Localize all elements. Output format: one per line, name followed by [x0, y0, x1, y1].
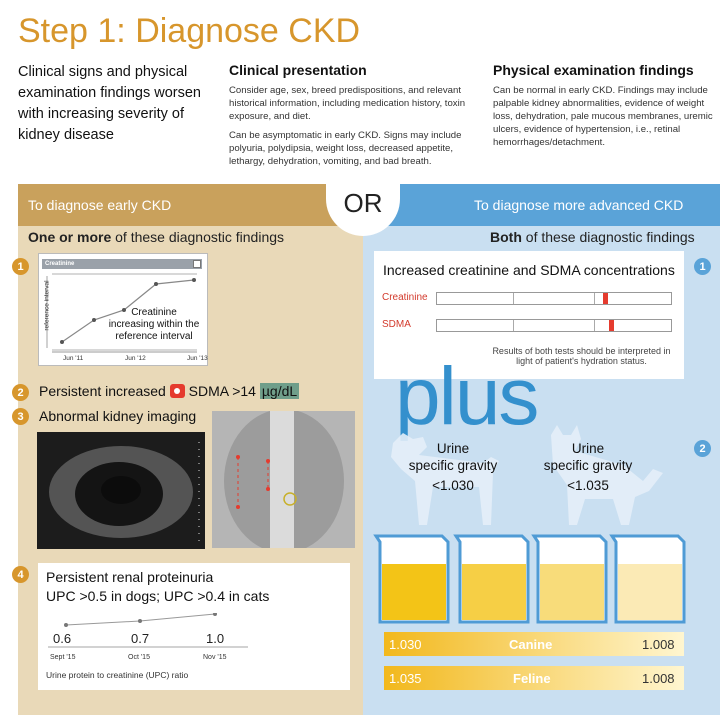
upc-value-3: 1.0 [206, 631, 225, 646]
upc-date-2: Oct '15 [128, 654, 150, 661]
upc-value-2: 0.7 [131, 631, 150, 646]
upc-point [213, 613, 217, 616]
sdma-gauge [436, 319, 672, 332]
early-ckd-title: To diagnose early CKD [28, 197, 172, 213]
dog-usg-value: <1.030 [432, 478, 474, 493]
step-number-3: 3 [12, 408, 29, 425]
dog-usg [398, 440, 508, 494]
gauge-divider [594, 320, 595, 331]
data-point [60, 340, 64, 344]
creatinine-chart-header [42, 259, 202, 269]
advanced-step-number-2: 2 [694, 440, 711, 457]
ultrasound-graphic [37, 432, 205, 549]
advanced-subtitle-rest: of these diagnostic findings [521, 229, 695, 245]
canine-left: 1.030 [389, 637, 422, 652]
sdma-gauge-label: SDMA [382, 319, 411, 330]
clinical-paragraph-2: Can be asymptomatic in early CKD. Signs may include polyuria, polydipsia, weight loss, decreased appetite, lethargy, dehydration, vomiting, and bad breath. [229, 130, 462, 167]
intro-text: Clinical signs and physical examination findings worsen with increasing severity of kidney disease [18, 64, 201, 143]
feline-label: Feline [513, 671, 551, 686]
canine-label: Canine [509, 637, 553, 652]
step-number-2: 2 [12, 384, 29, 401]
y-axis-label: reference interval [43, 280, 51, 331]
canine-right: 1.008 [642, 637, 675, 652]
clinical-heading: Clinical presentation [229, 62, 367, 78]
upc-date-3: Nov '15 [203, 654, 227, 661]
physical-heading: Physical examination findings [493, 62, 694, 78]
upc-caption: Urine protein to creatinine (UPC) ratio [46, 670, 189, 680]
gauge-divider [513, 293, 514, 304]
data-point [154, 282, 158, 286]
or-label: OR [343, 188, 383, 218]
urine-fill-1 [382, 564, 446, 620]
cat-usg-value: <1.035 [567, 478, 609, 493]
sdma-finding [39, 383, 299, 399]
feline-left: 1.035 [389, 671, 422, 686]
sdma-unit: µg/dL [261, 383, 298, 399]
step-number-1: 1 [12, 258, 29, 275]
dog-usg-line1: Urine [436, 441, 470, 456]
feline-right: 1.008 [642, 671, 675, 686]
upc-point [138, 619, 142, 623]
upc-date-1: Sept '15 [50, 654, 76, 661]
advanced-subtitle [490, 229, 695, 245]
early-subtitle-bold: One or more [28, 229, 112, 245]
upc-value-1: 0.6 [53, 631, 72, 646]
sdma-test-icon [170, 384, 185, 398]
cat-usg-line1: Urine [571, 441, 605, 456]
early-subtitle-rest: of these diagnostic findings [111, 229, 285, 245]
creatinine-gauge [436, 292, 672, 305]
sdma-finding-pre: Persistent increased [39, 383, 166, 399]
data-point [92, 318, 96, 322]
cat-usg-line2: specific gravity [543, 458, 633, 473]
data-point [192, 278, 196, 282]
upc-trend-plot [38, 613, 350, 653]
advanced-ckd-title: To diagnose more advanced CKD [474, 197, 684, 213]
hydration-note: Results of both tests should be interpreted in light of patient's hydration status. [492, 346, 671, 366]
sdma-finding-post: SDMA >14 [188, 383, 256, 399]
x-tick-1: Jun '11 [63, 355, 84, 362]
dog-usg-line2: specific gravity [408, 458, 498, 473]
clinical-presentation [229, 62, 474, 168]
early-subtitle [28, 229, 284, 245]
advanced-step-number-1: 1 [694, 258, 711, 275]
plus-word: plus [395, 351, 538, 442]
urine-fill-3 [540, 564, 604, 620]
imaging-finding: Abnormal kidney imaging [39, 408, 197, 424]
dropdown-icon [193, 260, 201, 268]
ultrasound-image [37, 432, 205, 549]
xray-graphic [212, 411, 355, 548]
urine-beakers [372, 530, 690, 630]
creatinine-caption: Creatinine increasing within the reference interval [108, 307, 200, 342]
cat-usg [533, 440, 643, 494]
urine-fill-2 [462, 564, 526, 620]
clinical-paragraph-1: Consider age, sex, breed predispositions, and relevant historical information, including medication history, toxin exposure, and diet. [229, 85, 466, 122]
page-title: Step 1: Diagnose CKD [18, 12, 361, 50]
sdma-gauge-marker [609, 320, 614, 331]
physical-exam [493, 62, 715, 149]
x-tick-2: Jun '12 [125, 355, 146, 362]
creatinine-chart-title: Creatinine [45, 261, 75, 267]
physical-paragraph: Can be normal in early CKD. Findings may include palpable kidney abnormalities, evidence of weight loss, dehydration, pale mucous membranes, uremic ulcers, evidence of hypertension, i.e., retinal hemorrhages/detachment. [493, 85, 713, 148]
advanced-subtitle-bold: Both [490, 229, 522, 245]
proteinuria-criteria: UPC >0.5 in dogs; UPC >0.4 in cats [46, 588, 270, 604]
gauge-divider [594, 293, 595, 304]
creatinine-gauge-label: Creatinine [382, 292, 428, 303]
gauge-divider [513, 320, 514, 331]
xray-image [212, 411, 355, 548]
proteinuria-heading: Persistent renal proteinuria [46, 569, 214, 585]
urine-fill-4 [618, 564, 682, 620]
creatinine-gauge-marker [603, 293, 608, 304]
x-tick-3: Jun '13 [187, 355, 208, 362]
proteinuria-card [38, 563, 350, 690]
upc-point [64, 623, 68, 627]
step-number-4: 4 [12, 566, 29, 583]
creatinine-sdma-heading: Increased creatinine and SDMA concentrations [383, 262, 675, 278]
